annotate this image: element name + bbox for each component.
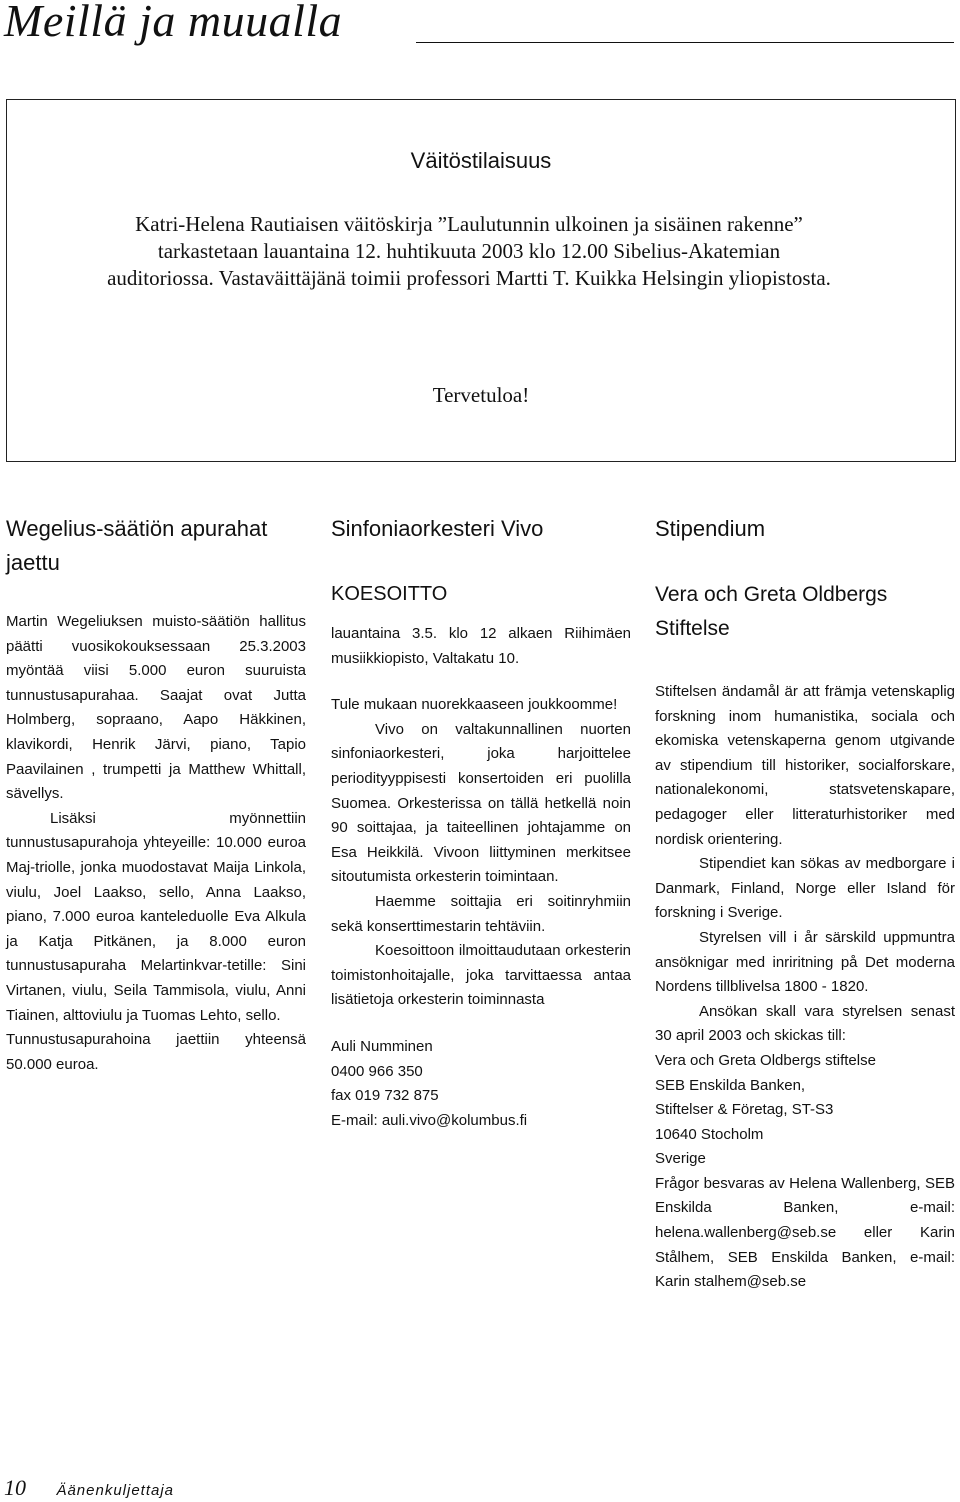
- contact-fax: fax 019 732 875: [331, 1087, 439, 1105]
- notice-box: [6, 99, 956, 462]
- article-paragraph: lauantaina 3.5. klo 12 alkaen Riihimäen musiikkiopisto, Valtakatu 10.: [331, 625, 631, 667]
- contact-block: [331, 1035, 631, 1133]
- contact-name: Auli Numminen: [331, 1037, 433, 1055]
- address-line: Stiftelser & Företag, ST-S3: [655, 1101, 834, 1119]
- address-line: SEB Enskilda Banken,: [655, 1076, 806, 1094]
- address-block: [655, 1049, 955, 1172]
- article-paragraph: Lisäksi myönnettiin tunnustusapurahoja yhteyeille: 10.000 euroa Maj-triolle, jonka muodostavat Maija Linkola, viulu, Joel Laakso, sello, Anna Laakso, piano, 7.000 euroa kanteleduolle Eva Alkula ja Katja Pitkänen, ja 8.000 euron tunnustusapuraha Melartinkvar-tetille: Sini Virtanen, viulu, Seila Tammisola, viulu, Anni Tiainen, alttoviulu ja Tuomas Lehto, sello.: [6, 809, 306, 1024]
- notice-welcome: Tervetuloa!: [432, 383, 530, 407]
- article-paragraph: Stiftelsen ändamål är att främja vetenskaplig forskning inom humanistika, sociala och ekomiska vetenskaperna genom utgivande av stipendium till historiker, socialforskare, nationalekonomi, statsvetenskapare, pedagoger eller litteraturhistoriker med nordisk orientering.: [655, 683, 955, 848]
- masthead: [0, 0, 960, 50]
- article-paragraph: Martin Wegeliuksen muisto-säätiön hallitus päätti vuosikokouksessaan 25.3.2003 myöntää viisi 5.000 euron suuruista tunnustusapurahaa. Saajat ovat Jutta Holmberg, sopraano, Aapo Häkkinen, klavikordi, Henrik Järvi, piano, Tapio Paavilainen , trumpetti ja Matthew Whittall, sävellys.: [6, 613, 306, 803]
- notice-heading: Väitöstilaisuus: [410, 148, 552, 173]
- page-number: 10: [4, 1475, 26, 1500]
- article-heading: Wegelius-säätiön apurahat jaettu: [6, 516, 268, 575]
- article-stipendium: [655, 512, 955, 1295]
- article-heading: Stipendium: [655, 516, 766, 541]
- article-paragraph: Haemme soittajia eri soitinryhmiin sekä konserttimestarin tehtäviin.: [331, 892, 631, 935]
- article-paragraph: Tule mukaan nuorekkaaseen joukkoomme!: [331, 696, 618, 714]
- article-wegelius: [6, 512, 306, 1077]
- article-paragraph: Styrelsen vill i år särskild uppmuntra ansöknigar med inriritning på Det moderna Nordens tillblivelsa 1800 - 1820.: [655, 928, 955, 996]
- article-vivo: [331, 512, 631, 1133]
- address-line: 10640 Stocholm: [655, 1125, 764, 1143]
- publication-name: Äänenkuljettaja: [56, 1482, 175, 1499]
- article-paragraph: Vivo on valtakunnallinen nuorten sinfoniaorkesteri, joka harjoittelee periodityyppisesti konsertoiden eri puolilla Suomea. Orkesterissa on tällä hetkellä noin 90 soittajaa, ja taiteellinen johtajamme on Esa Heikkilä. Vivoon liittyminen merkitsee sitoutumista orkesterin toimintaan.: [331, 720, 631, 886]
- article-subheading: KOESOITTO: [331, 583, 448, 605]
- title-rule: [416, 42, 954, 43]
- article-paragraph: Stipendiet kan sökas av medborgare i Danmark, Finland, Norge eller Island för forskning i Sverige.: [655, 855, 955, 922]
- section-title: Meillä ja muualla: [4, 0, 343, 46]
- notice-body: Katri-Helena Rautiaisen väitöskirja ”Laulutunnin ulkoinen ja sisäinen rakenne” tarkastetaan lauantaina 12. huhtikuuta 2003 klo 12.00 Sibelius-Akatemian auditoriossa. Vastaväittäjänä toimii professori Martti T. Kuikka Helsingin yliopistosta.: [107, 212, 831, 290]
- contact-phone: 0400 966 350: [331, 1062, 423, 1080]
- page-footer: [4, 1475, 174, 1501]
- article-paragraph: Koesoittoon ilmoittaudutaan orkesterin toimistonhoitajalle, joka tarvittaessa antaa lisätietoja orkesterin toiminnasta: [331, 942, 631, 1009]
- address-line: Sverige: [655, 1150, 706, 1168]
- article-subheading: Vera och Greta Oldbergs Stiftelse: [655, 583, 888, 640]
- article-paragraph: Tunnustusapurahoina jaettiin yhteensä 50.000 euroa.: [6, 1031, 306, 1073]
- article-paragraph: Ansökan skall vara styrelsen senast 30 april 2003 och skickas till:: [655, 1002, 955, 1045]
- address-line: Vera och Greta Oldbergs stiftelse: [655, 1051, 876, 1069]
- contact-email: E-mail: auli.vivo@kolumbus.fi: [331, 1111, 528, 1129]
- article-heading: Sinfoniaorkesteri Vivo: [331, 516, 544, 541]
- article-paragraph: Frågor besvaras av Helena Wallenberg, SEB Enskilda Banken, e-mail: helena.wallenberg@seb.se eller Karin Stålhem, SEB Enskilda Banken, e-mail: Karin stalhem@seb.se: [655, 1174, 955, 1291]
